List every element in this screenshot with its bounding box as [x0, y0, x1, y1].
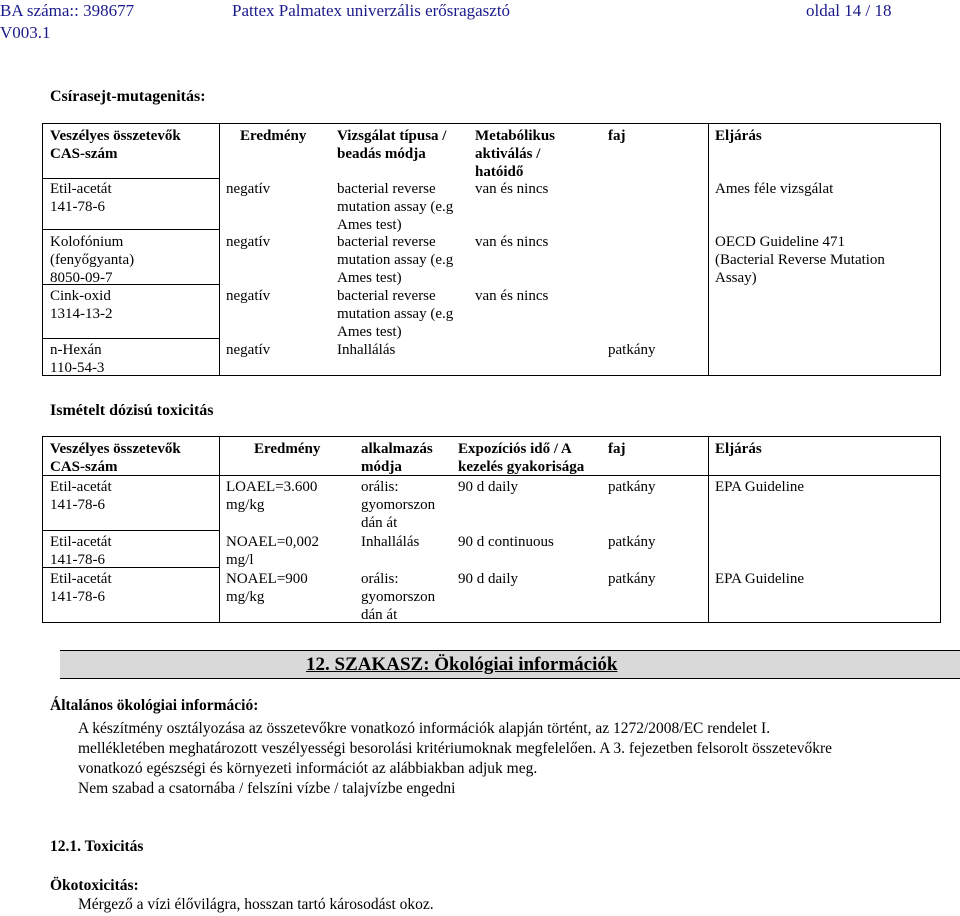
germ-test-2: bacterial reverse mutation assay (e.g Ames test): [337, 234, 454, 286]
repeat-route-3: orális: gyomorszon dán át: [361, 571, 436, 623]
ecotox-text: Mérgező a vízi élővilágra, hosszan tartó károsodást okoz.: [78, 896, 434, 913]
germ-method-2: OECD Guideline 471 (Bacterial Reverse Mutation Assay): [715, 234, 885, 286]
repeat-h-result: Eredmény: [254, 441, 321, 457]
general-eco-text: A készítmény osztályozása az összetevőkre vonatkozó információk alapján történt, az 1272/2008/EC rendelet I. mellékletében meghatározott veszélyességi besorolási kritériumoknak megfelelően. A 3. fejezetben felsorolt összetevőkre vonatkozó egészségi és környezeti információt az alábbiakban adjuk meg. Nem szabad a csatornába / felszíni vízbe / talajvízbe engedni: [78, 720, 833, 797]
repeat-h-exposure: Expozíciós idő / A kezelés gyakorisága: [458, 441, 585, 475]
repeat-h-species: faj: [608, 441, 626, 457]
germ-title: Csírasejt-mutagenitás:: [50, 88, 206, 105]
repeat-h-method: Eljárás: [715, 441, 762, 457]
general-eco-label: Általános ökológiai információ:: [50, 697, 259, 714]
repeat-h-route: alkalmazás módja: [361, 441, 433, 475]
germ-h-result: Eredmény: [240, 128, 307, 144]
germ-h-method: Eljárás: [715, 128, 762, 144]
version-label: V003.1: [0, 23, 51, 42]
section-title: 12. SZAKASZ: Ökológiai információk: [306, 654, 618, 675]
ecotox-label: Ökotoxicitás:: [50, 877, 139, 894]
repeat-result-3: NOAEL=900 mg/kg: [226, 571, 308, 605]
table-row: Etil-acetát 141-78-6: [50, 181, 112, 215]
table-row: Etil-acetát 141-78-6: [50, 534, 112, 568]
germ-h-test: Vizsgálat típusa / beadás módja: [337, 128, 447, 162]
repeat-route-1: orális: gyomorszon dán át: [361, 479, 436, 531]
repeat-result-2: NOAEL=0,002 mg/l: [226, 534, 320, 568]
repeat-title: Ismételt dózisú toxicitás: [50, 402, 214, 419]
table-row: Kolofónium (fenyőgyanta) 8050-09-7: [50, 234, 135, 286]
repeat-result-1: LOAEL=3.600 mg/kg: [226, 479, 318, 513]
repeat-h-substance: Veszélyes összetevők CAS-szám: [50, 441, 181, 475]
table-row: n-Hexán 110-54-3: [50, 342, 105, 376]
product-name: Pattex Palmatex univerzális erősragasztó: [232, 1, 511, 20]
germ-h-substance: Veszélyes összetevők CAS-szám: [50, 128, 181, 162]
germ-h-metabolic: Metabólikus aktiválás / hatóidő: [475, 128, 556, 180]
germ-test-3: bacterial reverse mutation assay (e.g Ames test): [337, 288, 454, 340]
germ-test-1: bacterial reverse mutation assay (e.g Ames test): [337, 181, 454, 233]
table-row: Etil-acetát 141-78-6: [50, 479, 112, 513]
document-id: BA száma:: 398677: [0, 1, 135, 20]
table-row: Cink-oxid 1314-13-2: [50, 288, 113, 322]
toxicity-title: 12.1. Toxicitás: [50, 838, 144, 855]
germ-h-species: faj: [608, 128, 626, 144]
table-row: Etil-acetát 141-78-6: [50, 571, 112, 605]
page-number: oldal 14 / 18: [806, 1, 892, 20]
